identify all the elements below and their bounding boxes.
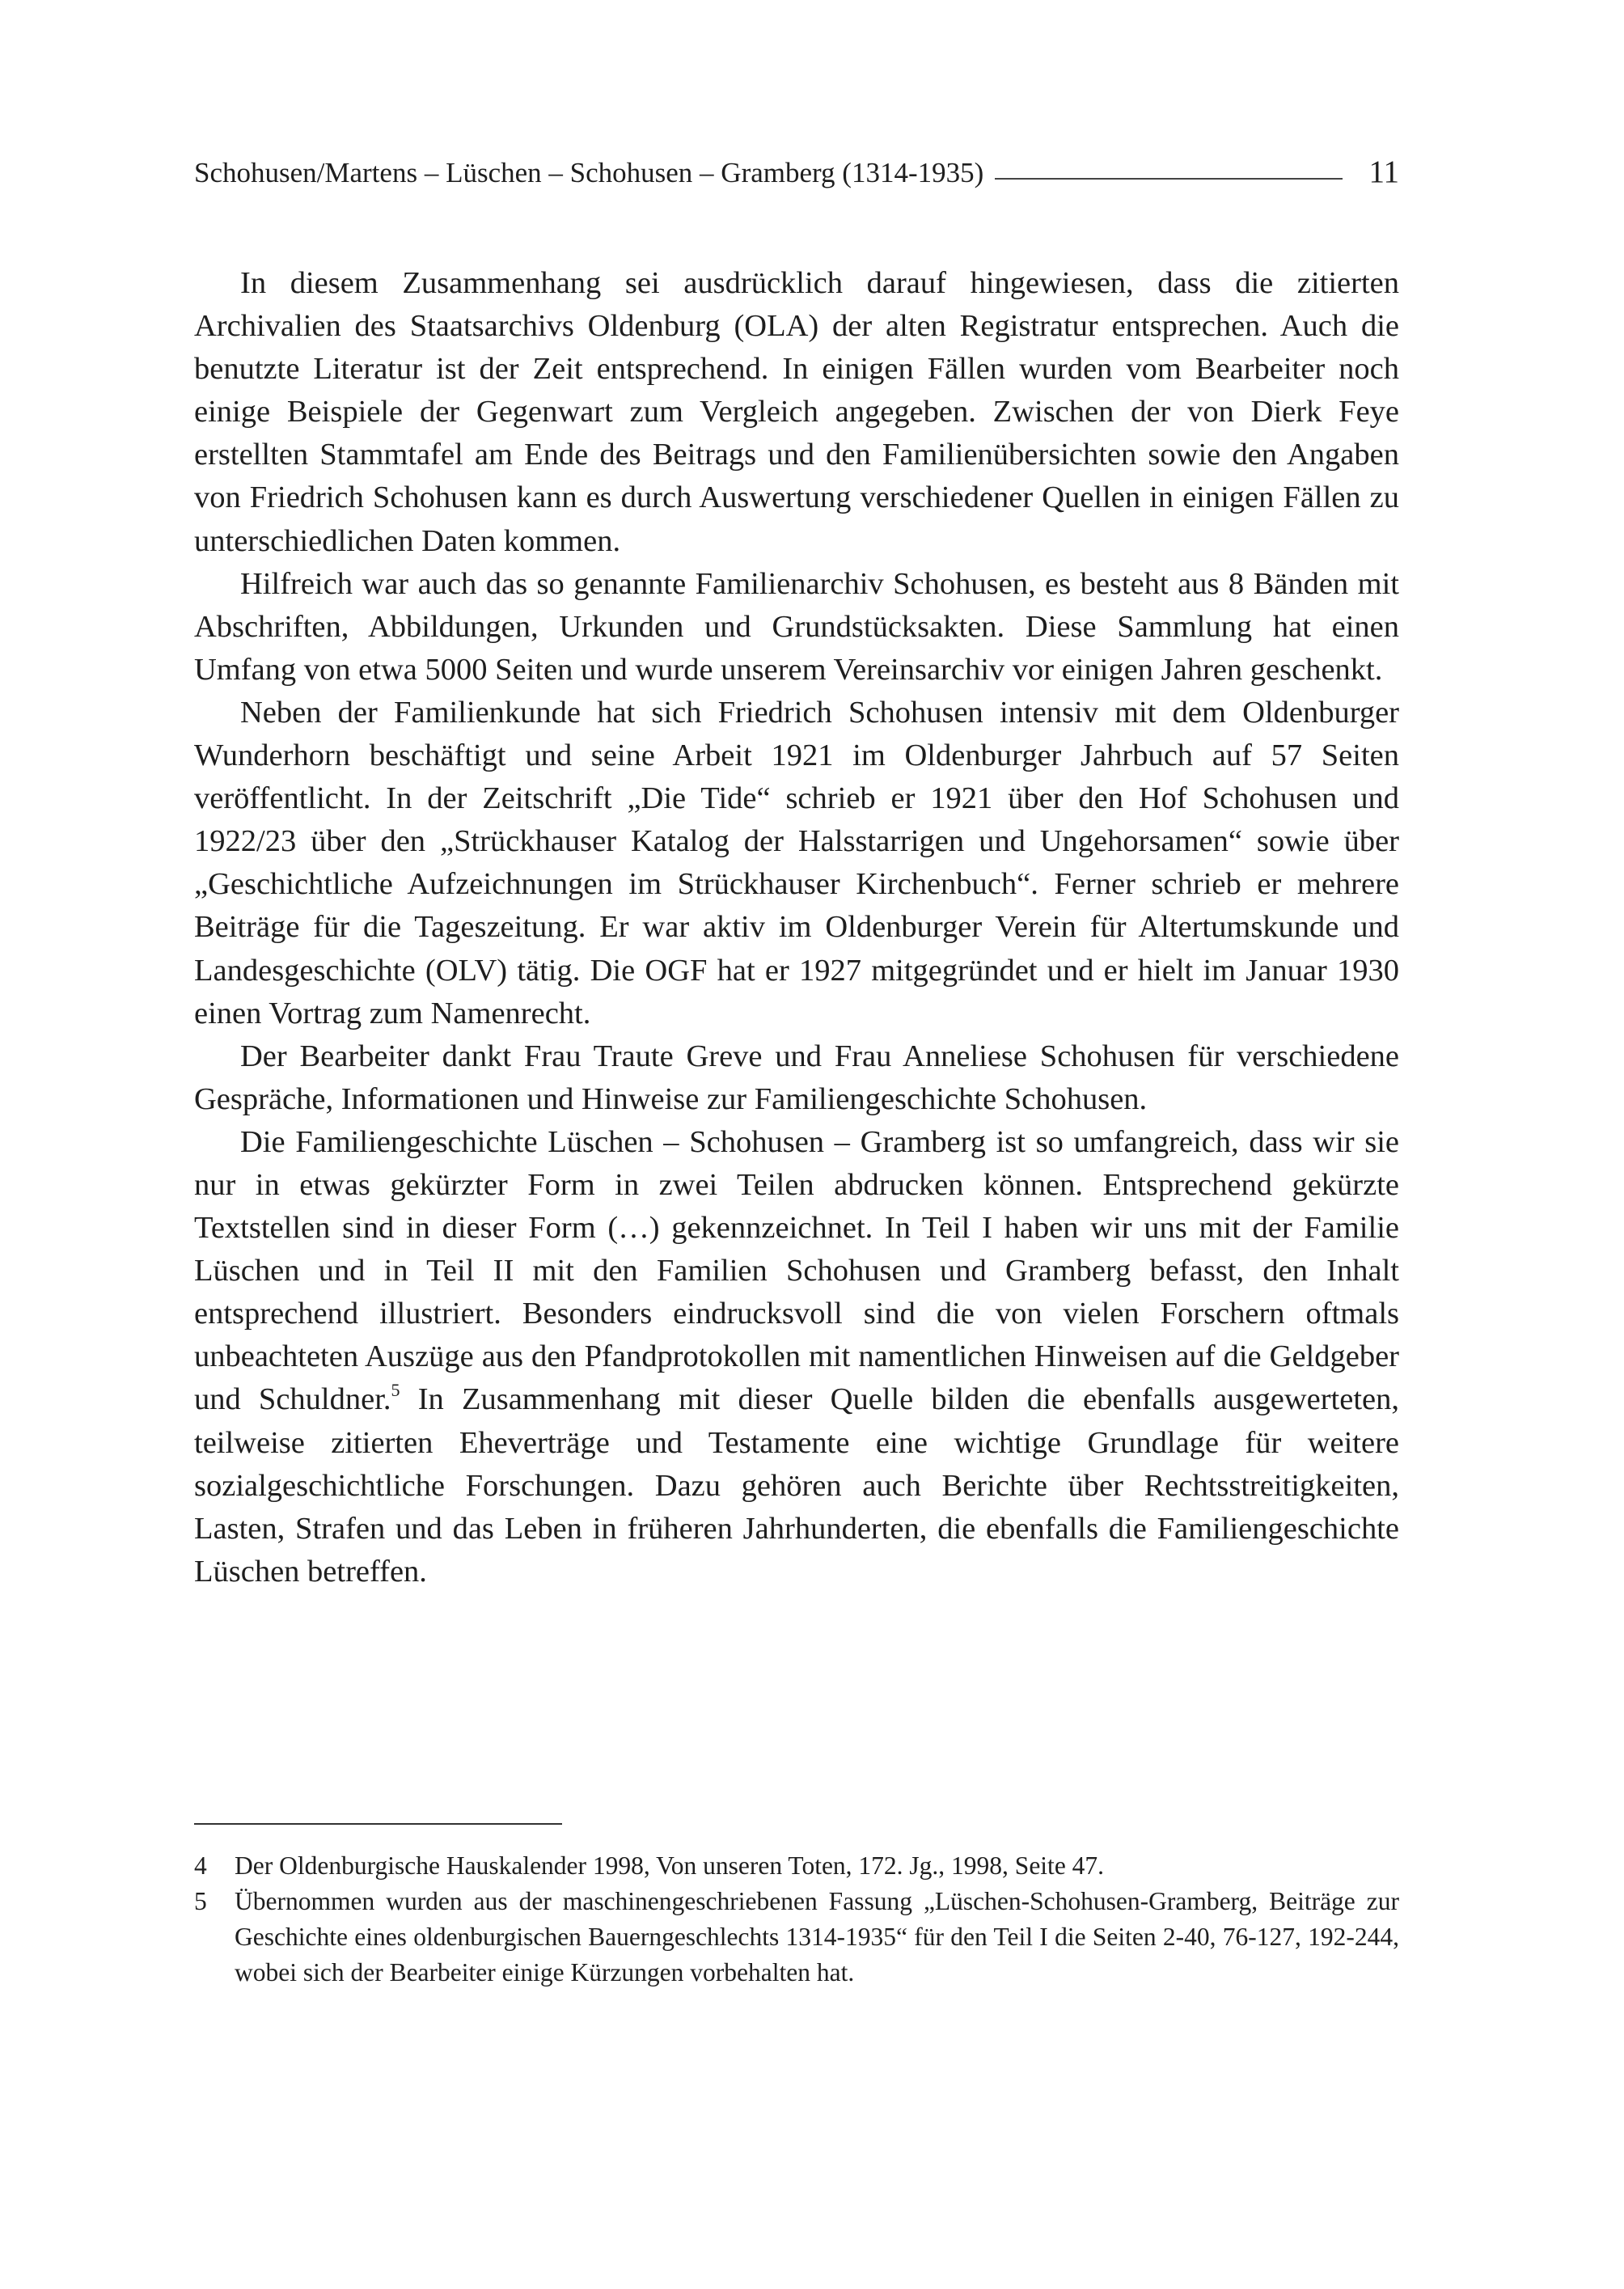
- paragraph-5: [194, 1121, 1399, 1593]
- page-number: 11: [1368, 154, 1399, 189]
- paragraph-1: In diesem Zusammenhang sei ausdrücklich darauf hingewiesen, dass die zitierten Archivalien des Staatsarchivs Oldenburg (OLA) der alten Registratur entsprechen. Auch die benutzte Literatur ist der Zeit entsprechend. In einigen Fällen wurden vom Bearbeiter noch einige Beispiele der Gegenwart zum Vergleich angegeben. Zwischen der von Dierk Feye erstellten Stammtafel am Ende des Beitrags und den Familienübersichten sowie den Angaben von Friedrich Schohusen kann es durch Auswertung verschiedener Quellen in einigen Fällen zu unterschiedlichen Daten kommen.: [194, 266, 1399, 558]
- footnote-text: Der Oldenburgische Hauskalender 1998, Von unseren Toten, 172. Jg., 1998, Seite 47.: [235, 1851, 1105, 1880]
- running-head-title: Schohusen/Martens – Lüschen – Schohusen – Gramberg (1314-1935): [194, 157, 984, 188]
- paragraph-2: Hilfreich war auch das so genannte Familienarchiv Schohusen, es besteht aus 8 Bänden mit Abschriften, Abbildungen, Urkunden und Grundstücksakten. Diese Sammlung hat einen Umfang von etwa 5000 Seiten und wurde unserem Vereinsarchiv vor einigen Jahren geschenkt.: [194, 566, 1399, 687]
- paragraph-5-part-2: In Zusammenhang mit dieser Quelle bilden die ebenfalls ausgewerteten, teilweise zitierten Eheverträge und Testamente eine wichtige Grundlage für weitere sozialgeschichtliche Forschungen. Dazu gehören auch Berichte über Rechtsstreitigkeiten, Lasten, Strafen und das Leben in früheren Jahrhunderten, die ebenfalls die Familiengeschichte Lüschen betreffen.: [194, 1382, 1399, 1589]
- footnote-5: [194, 1884, 1399, 1991]
- footnote-text: Übernommen wurden aus der maschinengeschriebenen Fassung „Lüschen-Schohusen-Gramberg, Beiträge zur Geschichte eines oldenburgischen Bauerngeschlechts 1314-1935“ für den Teil I die Seiten 2-40, 76-127, 192-244, wobei sich der Bearbeiter einige Kürzungen vorbehalten hat.: [235, 1887, 1399, 1986]
- paragraph-3: Neben der Familienkunde hat sich Friedrich Schohusen intensiv mit dem Oldenburger Wunderhorn beschäftigt und seine Arbeit 1921 im Oldenburger Jahrbuch auf 57 Seiten veröffentlicht. In der Zeitschrift „Die Tide“ schrieb er 1921 über den Hof Schohusen und 1922/23 über den „Strückhauser Katalog der Halsstarrigen und Ungehorsamen“ sowie über „Geschichtliche Aufzeichnungen im Strückhauser Kirchenbuch“. Ferner schrieb er mehrere Beiträge für die Tageszeitung. Er war aktiv im Oldenburger Verein für Altertumskunde und Landesgeschichte (OLV) tätig. Die OGF hat er 1927 mitgegründet und er hielt im Januar 1930 einen Vortrag zum Namenrecht.: [194, 695, 1399, 1030]
- running-head: [194, 152, 1399, 193]
- paragraph-4: Der Bearbeiter dankt Frau Traute Greve und Frau Anneliese Schohusen für verschiedene Gespräche, Informationen und Hinweise zur Familiengeschichte Schohusen.: [194, 1039, 1399, 1116]
- running-head-rule: [995, 178, 1343, 180]
- body-text: [194, 262, 1399, 1593]
- footnote-number: 4: [194, 1851, 207, 1880]
- footnote-reference-5: 5: [391, 1380, 400, 1401]
- footnote-number: 5: [194, 1887, 207, 1915]
- footnote-4: [194, 1848, 1399, 1884]
- footnotes: [194, 1848, 1399, 1991]
- footnote-separator: [194, 1823, 562, 1825]
- paragraph-5-part-1: Die Familiengeschichte Lüschen – Schohusen – Gramberg ist so umfangreich, dass wir sie nur in etwas gekürzter Form in zwei Teilen abdrucken können. Entsprechend gekürzte Textstellen sind in dieser Form (…) gekennzeichnet. In Teil I haben wir uns mit der Familie Lüschen und in Teil II mit den Familien Schohusen und Gramberg befasst, den Inhalt entsprechend illustriert. Besonders eindrucksvoll sind die von vielen Forschern oftmals unbeachteten Auszüge aus den Pfandprotokollen mit namentlichen Hinweisen auf die Geldgeber und Schuldner.: [194, 1124, 1399, 1417]
